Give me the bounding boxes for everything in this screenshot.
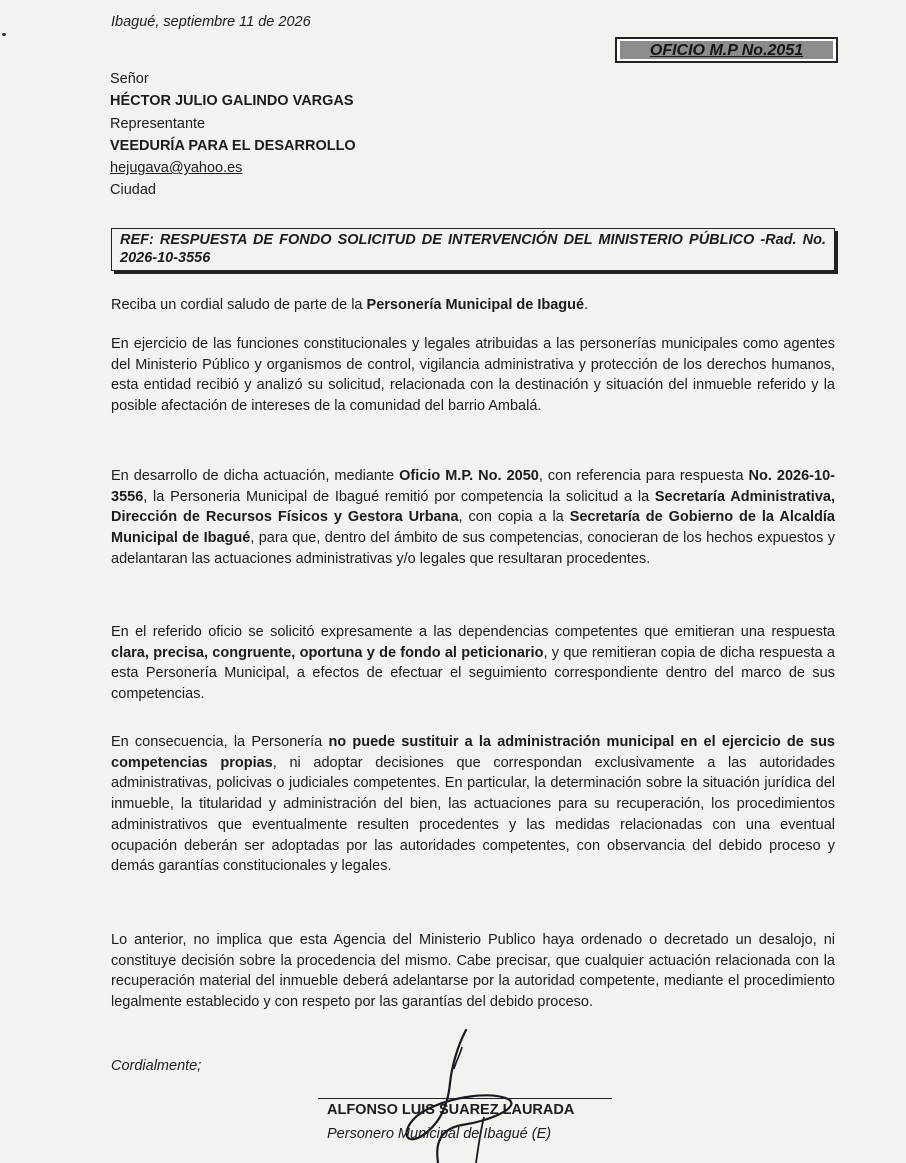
recipient-name: HÉCTOR JULIO GALINDO VARGAS bbox=[110, 93, 354, 110]
paragraph-5-text: Lo anterior, no implica que esta Agencia del Ministerio Publico haya ordenado o decretado un desalojo, ni constituye decisión sobre la procedencia del mismo. Cabe precisar, que cualquier actuación relacionada con la recuperación material del inmueble deberá adelantarse por la autoridad competente, mediante el procedimiento legalmente establecido y con respeto por las garantías del debido proceso. bbox=[111, 932, 835, 1011]
p4-bold: no puede sustituir a la administración municipal en el ejercicio de sus competencias propias bbox=[111, 734, 835, 771]
signer-name: ALFONSO LUIS SUAREZ LAURADA bbox=[327, 1102, 575, 1118]
recipient-block bbox=[110, 68, 356, 202]
oficio-number-stamp bbox=[615, 37, 838, 63]
recipient-salutation: Señor bbox=[110, 71, 149, 87]
signature-scribble bbox=[380, 1025, 520, 1163]
p2-bold-oficio: Oficio M.P. No. 2050 bbox=[399, 468, 539, 484]
p4-text-1: En consecuencia, la Personería bbox=[111, 734, 329, 750]
p2-bold-radicado: No. 2026-10-3556 bbox=[111, 468, 835, 505]
reference-box: REF: RESPUESTA DE FONDO SOLICITUD DE INTERVENCIÓN DEL MINISTERIO PÚBLICO -Rad. No. 2026-10-3556 bbox=[111, 228, 835, 271]
closing-text: Cordialmente; bbox=[111, 1058, 202, 1074]
recipient-email-link[interactable]: hejugava@yahoo.es bbox=[110, 160, 243, 177]
paragraph-1 bbox=[111, 334, 835, 417]
p3-text-1: En el referido oficio se solicitó expresamente a las dependencias competentes que emitieran una respuesta bbox=[111, 624, 835, 640]
p4-text-2: , ni adoptar decisiones que correspondan exclusivamente a las autoridades administrativas, policivas o judiciales competentes. En particular, la determinación sobre la situación jurídica del inmueble, la titularidad y administración del bien, las actuaciones para su recuperación, los procedimientos administrativos que eventualmente resulten procedentes y las medidas relacionadas con una eventual ocupación deberán ser adoptadas por las autoridades competentes, con observancia del debido proceso y demás garantías constitucionales y legales. bbox=[111, 754, 835, 875]
greeting-end: . bbox=[584, 297, 589, 313]
p2-text-2: , con referencia para respuesta bbox=[538, 468, 749, 484]
p2-text-3: , la Personeria Municipal de Ibagué remitió por competencia la solicitud a la bbox=[143, 488, 655, 505]
scan-speck bbox=[2, 33, 6, 36]
oficio-number: OFICIO M.P No.2051 bbox=[620, 41, 833, 59]
p2-bold-secretaria-gobierno: Secretaría de Gobierno de la Alcaldía Municipal de Ibagué bbox=[111, 509, 835, 547]
p3-text-2: , y que remitieran copia de dicha respuesta a esta Personería Municipal, a efectos de efectuar el seguimiento correspondiente dentro del marco de sus competencias. bbox=[111, 644, 835, 703]
p2-text-4: , con copia a la bbox=[458, 509, 570, 526]
paragraph-2 bbox=[111, 466, 835, 570]
greeting-paragraph bbox=[111, 295, 835, 316]
paragraph-4 bbox=[111, 732, 835, 877]
p3-bold: clara, precisa, congruente, oportuna y de fondo al peticionario bbox=[111, 644, 544, 661]
recipient-role: Representante bbox=[110, 115, 206, 132]
p2-text-5: , para que, dentro del ámbito de sus competencias, conocieran de los hechos expuestos y adelantaran las actuaciones administrativas y/o legales que resultaran procedentes. bbox=[111, 530, 835, 567]
recipient-city: Ciudad bbox=[110, 182, 156, 199]
greeting-entity: Personería Municipal de Ibagué bbox=[366, 297, 585, 313]
letter-date: Ibagué, septiembre 11 de 2026 bbox=[111, 14, 311, 30]
paragraph-1-text: En ejercicio de las funciones constitucionales y legales atribuidas a las personerías municipales como agentes del Ministerio Público y organismos de control, vigilancia administrativa y protección de los derechos humanos, esta entidad recibió y analizó su solicitud, relacionada con la destinación y situación del inmueble referido y la posible afectación de intereses de la comunidad del barrio Ambalá. bbox=[111, 336, 835, 415]
recipient-organization: VEEDURÍA PARA EL DESARROLLO bbox=[110, 137, 356, 154]
paragraph-5 bbox=[111, 930, 835, 1013]
greeting-text: Reciba un cordial saludo de parte de la bbox=[111, 297, 367, 313]
signer-role: Personero Municipal de Ibagué (E) bbox=[327, 1126, 552, 1142]
p2-text-1: En desarrollo de dicha actuación, mediante bbox=[111, 468, 400, 484]
paragraph-3 bbox=[111, 622, 835, 705]
p2-bold-secretaria-admin: Secretaría Administrativa, Dirección de Recursos Físicos y Gestora Urbana bbox=[111, 488, 835, 526]
